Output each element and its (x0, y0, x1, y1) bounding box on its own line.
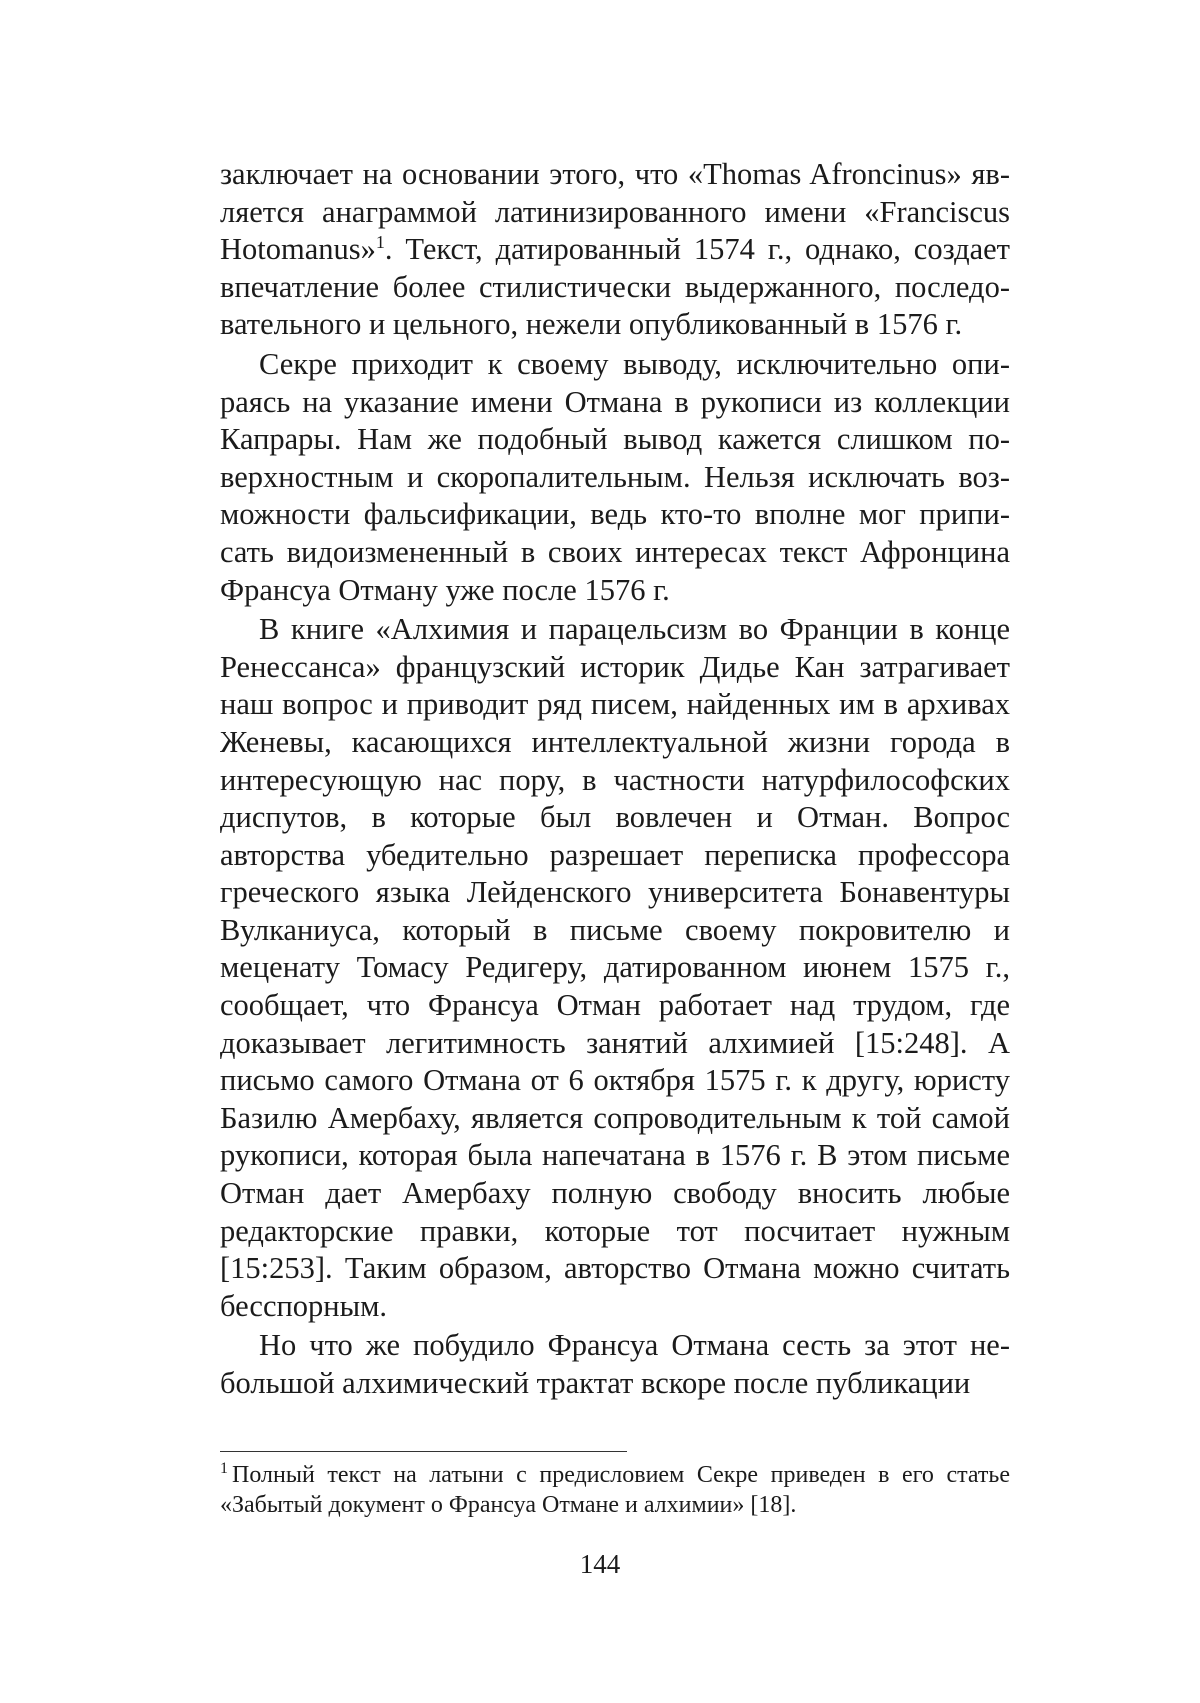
body-text (220, 156, 1010, 1405)
paragraph-1-text-start: заключает на основании этого, что «Thomas Afroncinus» является анаграммой латинизированного имени «Franciscus Hotomanus» (220, 157, 1010, 267)
paragraph-4: Но что же побудило Франсуа Отмана сесть за этот небольшой алхимический трактат вскоре после публикации (220, 1328, 1010, 1400)
paragraph-2: Секре приходит к своему выводу, исключительно опираясь на указание имени Отмана в рукописи из коллекции Капрары. Нам же подобный вывод кажется слишком поверхностным и скоропалительным. Нельзя исключать возможности фальсификации, ведь кто-то вполне мог приписать видоизмененный в своих интересах текст Афронцина Франсуа Отману уже после 1576 г. (220, 346, 1010, 607)
paragraph-1 (220, 156, 1010, 344)
footnote (220, 1460, 1010, 1520)
footnote-marker: 1 (220, 1460, 228, 1477)
footnote-divider (220, 1451, 627, 1452)
footnote-reference[interactable]: 1 (375, 232, 385, 253)
paragraph-3: В книге «Алхимия и парацельсизм во Франции в конце Ренессанса» французский историк Дидье Кан затрагивает наш вопрос и приводит ряд писем, найденных им в архивах Женевы, касающихся интеллектуальной жизни города в интересующую нас пору, в частности натурфилософских диспутов, в которые был вовлечен и Отман. Вопрос авторства убедительно разрешает переписка профессора греческого языка Лейденского университета Бонавентуры Вулканиуса, который в письме своему покровителю и меценату Томасу Редигеру, датированном июнем 1575 г., сообщает, что Франсуа Отман работает над трудом, где доказывает легитимность занятий алхимией [15:248]. А письмо самого Отмана от 6 октября 1575 г. к другу, юристу Базилю Амербаху, является сопроводительным к той самой рукописи, которая была напечатана в 1576 г. В этом письме Отман дает Амербаху полную свободу вносить любые редакторские правки, которые тот посчитает нужным [15:253]. Таким образом, авторство Отмана можно считать бесспорным. (220, 612, 1010, 1323)
footnote-text: Полный текст на латыни с предисловием Секре приведен в его статье «Забытый документ о Франсуа Отмане и алхимии» [18]. (220, 1462, 1010, 1518)
paragraph-1-text-end: . Текст, датированный 1574 г., однако, создает впечатление более стилистически выдержанного, последовательного и цельного, нежели опубликованный в 1576 г. (220, 232, 1010, 342)
page-number: 144 (579, 1549, 621, 1579)
